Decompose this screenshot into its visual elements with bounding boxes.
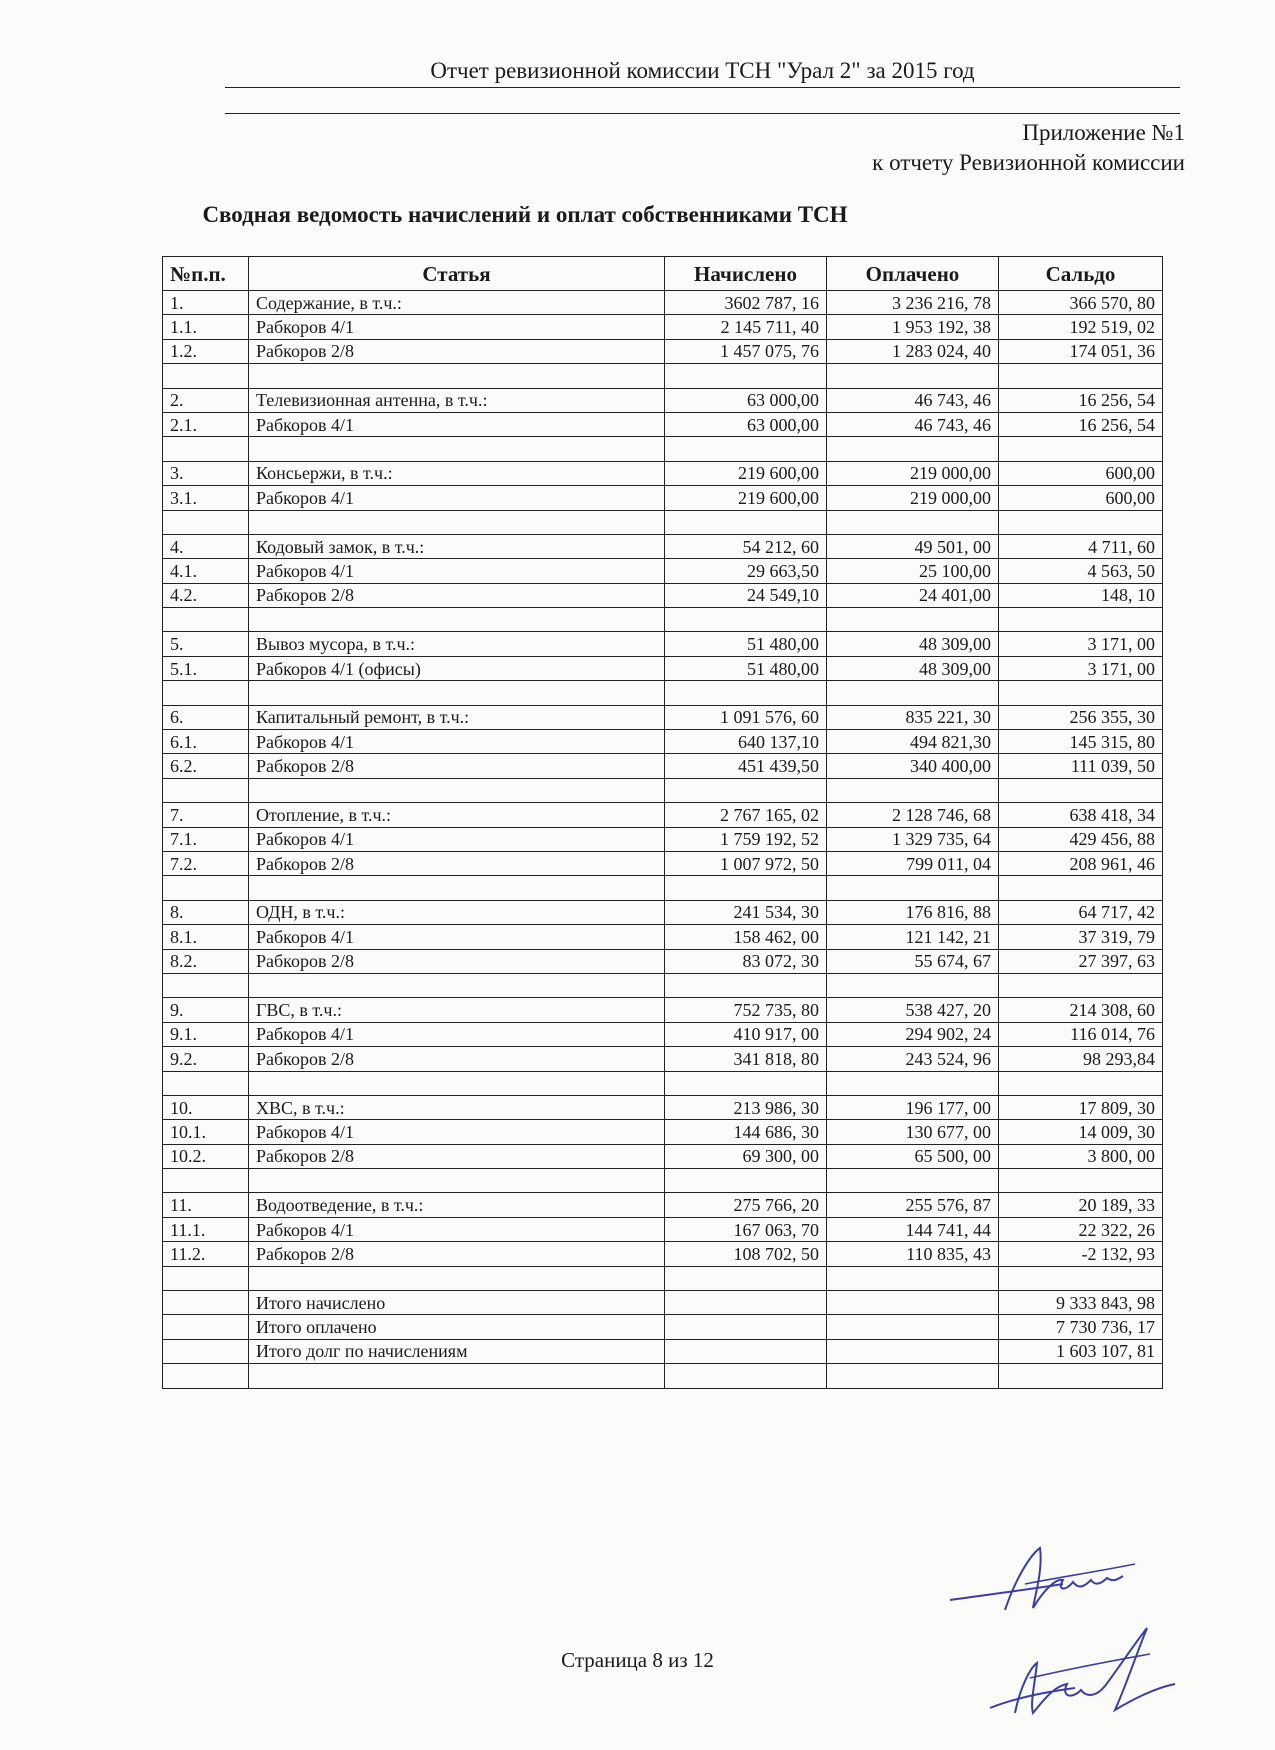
item-name: Рабкоров 4/1 — [249, 559, 665, 583]
item-name — [249, 1364, 665, 1388]
item-name: ХВС, в т.ч.: — [249, 1095, 665, 1119]
paid-amount: 24 401,00 — [827, 583, 999, 607]
row-number — [163, 1339, 249, 1363]
row-number: 9.2. — [163, 1047, 249, 1071]
table-row — [163, 1169, 1163, 1193]
balance-amount — [999, 364, 1163, 388]
paid-amount: 294 902, 24 — [827, 1022, 999, 1046]
table-row — [163, 1144, 1163, 1168]
balance-amount — [999, 437, 1163, 461]
table-row — [163, 998, 1163, 1022]
item-name: Телевизионная антенна, в т.ч.: — [249, 388, 665, 412]
balance-amount: 600,00 — [999, 461, 1163, 485]
table-row — [163, 876, 1163, 900]
charged-amount: 63 000,00 — [665, 412, 827, 436]
row-number: 9.1. — [163, 1022, 249, 1046]
table-row — [163, 803, 1163, 827]
balance-amount — [999, 608, 1163, 632]
table-row — [163, 925, 1163, 949]
row-number — [163, 1291, 249, 1315]
column-header-balance: Сальдо — [999, 257, 1163, 291]
row-number — [163, 510, 249, 534]
row-number — [163, 778, 249, 802]
table-row — [163, 730, 1163, 754]
paid-amount — [827, 608, 999, 632]
row-number: 7.2. — [163, 851, 249, 875]
charged-amount: 2 767 165, 02 — [665, 803, 827, 827]
balance-amount: 98 293,84 — [999, 1047, 1163, 1071]
table-row — [163, 656, 1163, 680]
row-number: 1.2. — [163, 339, 249, 363]
balance-amount: 7 730 736, 17 — [999, 1315, 1163, 1339]
item-name — [249, 364, 665, 388]
paid-amount: 3 236 216, 78 — [827, 291, 999, 315]
page-number-footer: Страница 8 из 12 — [561, 1648, 714, 1672]
paid-amount: 121 142, 21 — [827, 925, 999, 949]
paid-amount: 2 128 746, 68 — [827, 803, 999, 827]
balance-amount: 214 308, 60 — [999, 998, 1163, 1022]
item-name — [249, 1169, 665, 1193]
item-name: Рабкоров 2/8 — [249, 1144, 665, 1168]
table-row — [163, 1047, 1163, 1071]
charged-amount: 2 145 711, 40 — [665, 315, 827, 339]
balance-amount: 16 256, 54 — [999, 412, 1163, 436]
item-name: Рабкоров 2/8 — [249, 1047, 665, 1071]
item-name: Рабкоров 4/1 — [249, 1217, 665, 1241]
table-row — [163, 754, 1163, 778]
charged-amount: 219 600,00 — [665, 461, 827, 485]
row-number: 2. — [163, 388, 249, 412]
paid-amount: 65 500, 00 — [827, 1144, 999, 1168]
balance-amount: 4 563, 50 — [999, 559, 1163, 583]
balance-amount: 14 009, 30 — [999, 1120, 1163, 1144]
paid-amount: 243 524, 96 — [827, 1047, 999, 1071]
item-name: Рабкоров 4/1 — [249, 412, 665, 436]
row-number: 4.2. — [163, 583, 249, 607]
balance-amount: 17 809, 30 — [999, 1095, 1163, 1119]
paid-amount: 255 576, 87 — [827, 1193, 999, 1217]
table-row — [163, 364, 1163, 388]
row-number: 7. — [163, 803, 249, 827]
item-name: Рабкоров 4/1 — [249, 730, 665, 754]
item-name: Итого долг по начислениям — [249, 1339, 665, 1363]
charged-amount: 108 702, 50 — [665, 1242, 827, 1266]
item-name: Содержание, в т.ч.: — [249, 291, 665, 315]
row-number: 11.1. — [163, 1217, 249, 1241]
balance-amount: 3 800, 00 — [999, 1144, 1163, 1168]
balance-amount: 116 014, 76 — [999, 1022, 1163, 1046]
row-number — [163, 364, 249, 388]
appendix-line-2: к отчету Ревизионной комиссии — [872, 150, 1185, 175]
column-header-number: №п.п. — [163, 257, 249, 291]
charged-amount: 51 480,00 — [665, 632, 827, 656]
item-name: Рабкоров 4/1 — [249, 315, 665, 339]
charged-amount: 410 917, 00 — [665, 1022, 827, 1046]
charged-amount — [665, 1315, 827, 1339]
charged-amount — [665, 364, 827, 388]
table-row — [163, 1315, 1163, 1339]
paid-amount: 538 427, 20 — [827, 998, 999, 1022]
row-number — [163, 973, 249, 997]
column-header-item: Статья — [249, 257, 665, 291]
table-row — [163, 339, 1163, 363]
balance-amount — [999, 973, 1163, 997]
balance-amount: 64 717, 42 — [999, 900, 1163, 924]
row-number: 8.1. — [163, 925, 249, 949]
item-name: Рабкоров 4/1 (офисы) — [249, 656, 665, 680]
paid-amount — [827, 1291, 999, 1315]
row-number: 10.2. — [163, 1144, 249, 1168]
balance-amount: 22 322, 26 — [999, 1217, 1163, 1241]
item-name: Консьержи, в т.ч.: — [249, 461, 665, 485]
charged-amount: 1 007 972, 50 — [665, 851, 827, 875]
column-header-charged: Начислено — [665, 257, 827, 291]
paid-amount: 219 000,00 — [827, 461, 999, 485]
table-row — [163, 1193, 1163, 1217]
balance-amount: 9 333 843, 98 — [999, 1291, 1163, 1315]
item-name: Итого оплачено — [249, 1315, 665, 1339]
row-number — [163, 1364, 249, 1388]
row-number: 8.2. — [163, 949, 249, 973]
row-number: 7.1. — [163, 827, 249, 851]
row-number: 1.1. — [163, 315, 249, 339]
item-name: Итого начислено — [249, 1291, 665, 1315]
paid-amount: 48 309,00 — [827, 656, 999, 680]
balance-amount — [999, 1169, 1163, 1193]
row-number — [163, 681, 249, 705]
signature-1 — [945, 1540, 1145, 1620]
charged-amount: 213 986, 30 — [665, 1095, 827, 1119]
row-number: 3. — [163, 461, 249, 485]
row-number: 4.1. — [163, 559, 249, 583]
table-row — [163, 900, 1163, 924]
table-row — [163, 827, 1163, 851]
balance-amount: 4 711, 60 — [999, 534, 1163, 558]
table-row — [163, 1120, 1163, 1144]
paid-amount: 130 677, 00 — [827, 1120, 999, 1144]
balance-amount — [999, 510, 1163, 534]
paid-amount — [827, 876, 999, 900]
charged-amount: 83 072, 30 — [665, 949, 827, 973]
paid-amount — [827, 1071, 999, 1095]
table-row — [163, 315, 1163, 339]
header-rule-bottom — [225, 113, 1180, 114]
charged-amount: 63 000,00 — [665, 388, 827, 412]
row-number — [163, 876, 249, 900]
charged-amount: 1 091 576, 60 — [665, 705, 827, 729]
row-number — [163, 1315, 249, 1339]
row-number: 10. — [163, 1095, 249, 1119]
paid-amount: 494 821,30 — [827, 730, 999, 754]
charged-amount: 158 462, 00 — [665, 925, 827, 949]
table-row — [163, 1022, 1163, 1046]
row-number: 9. — [163, 998, 249, 1022]
paid-amount: 799 011, 04 — [827, 851, 999, 875]
charged-amount — [665, 608, 827, 632]
row-number: 11.2. — [163, 1242, 249, 1266]
paid-amount: 110 835, 43 — [827, 1242, 999, 1266]
row-number: 11. — [163, 1193, 249, 1217]
item-name: Рабкоров 2/8 — [249, 754, 665, 778]
paid-amount — [827, 778, 999, 802]
paid-amount — [827, 364, 999, 388]
row-number — [163, 1169, 249, 1193]
balance-amount: 600,00 — [999, 486, 1163, 510]
balance-amount: 638 418, 34 — [999, 803, 1163, 827]
table-row — [163, 412, 1163, 436]
row-number: 6.1. — [163, 730, 249, 754]
row-number: 10.1. — [163, 1120, 249, 1144]
row-number — [163, 437, 249, 461]
balance-amount: 3 171, 00 — [999, 656, 1163, 680]
item-name: Рабкоров 2/8 — [249, 949, 665, 973]
item-name: Рабкоров 4/1 — [249, 925, 665, 949]
row-number — [163, 1071, 249, 1095]
balance-amount — [999, 876, 1163, 900]
charged-amount — [665, 973, 827, 997]
item-name: ГВС, в т.ч.: — [249, 998, 665, 1022]
row-number: 5.1. — [163, 656, 249, 680]
row-number: 2.1. — [163, 412, 249, 436]
table-row — [163, 851, 1163, 875]
balance-amount: 192 519, 02 — [999, 315, 1163, 339]
balance-amount: 174 051, 36 — [999, 339, 1163, 363]
table-row — [163, 949, 1163, 973]
table-row — [163, 461, 1163, 485]
table-row — [163, 1291, 1163, 1315]
balance-amount: 366 570, 80 — [999, 291, 1163, 315]
table-header-row — [163, 257, 1163, 291]
balance-amount: 27 397, 63 — [999, 949, 1163, 973]
row-number — [163, 1266, 249, 1290]
item-name: Рабкоров 2/8 — [249, 1242, 665, 1266]
item-name — [249, 681, 665, 705]
charged-amount: 752 735, 80 — [665, 998, 827, 1022]
paid-amount — [827, 510, 999, 534]
balance-amount: 429 456, 88 — [999, 827, 1163, 851]
balance-amount — [999, 1364, 1163, 1388]
balance-amount — [999, 681, 1163, 705]
charged-amount — [665, 1339, 827, 1363]
charged-amount — [665, 510, 827, 534]
paid-amount — [827, 1266, 999, 1290]
row-number: 8. — [163, 900, 249, 924]
charged-amount: 275 766, 20 — [665, 1193, 827, 1217]
ledger-table — [162, 256, 1163, 1389]
paid-amount: 49 501, 00 — [827, 534, 999, 558]
paid-amount: 196 177, 00 — [827, 1095, 999, 1119]
charged-amount: 29 663,50 — [665, 559, 827, 583]
charged-amount: 144 686, 30 — [665, 1120, 827, 1144]
charged-amount: 167 063, 70 — [665, 1217, 827, 1241]
balance-amount: 148, 10 — [999, 583, 1163, 607]
row-number: 6. — [163, 705, 249, 729]
charged-amount — [665, 1291, 827, 1315]
charged-amount — [665, 876, 827, 900]
paid-amount: 1 953 192, 38 — [827, 315, 999, 339]
paid-amount — [827, 681, 999, 705]
paid-amount: 835 221, 30 — [827, 705, 999, 729]
item-name: ОДН, в т.ч.: — [249, 900, 665, 924]
item-name — [249, 973, 665, 997]
balance-amount: 3 171, 00 — [999, 632, 1163, 656]
table-row — [163, 608, 1163, 632]
paid-amount: 176 816, 88 — [827, 900, 999, 924]
paid-amount — [827, 1315, 999, 1339]
item-name — [249, 1266, 665, 1290]
paid-amount: 1 329 735, 64 — [827, 827, 999, 851]
balance-amount: -2 132, 93 — [999, 1242, 1163, 1266]
table-row — [163, 510, 1163, 534]
paid-amount — [827, 1364, 999, 1388]
header-rule-top — [225, 87, 1180, 88]
table-row — [163, 632, 1163, 656]
ledger-body — [163, 291, 1163, 1389]
document-title: Сводная ведомость начислений и оплат собственниками ТСН — [202, 202, 848, 227]
item-name: Рабкоров 4/1 — [249, 1120, 665, 1144]
charged-amount: 3602 787, 16 — [665, 291, 827, 315]
balance-amount — [999, 778, 1163, 802]
table-row — [163, 437, 1163, 461]
paid-amount — [827, 973, 999, 997]
charged-amount — [665, 1266, 827, 1290]
charged-amount — [665, 1169, 827, 1193]
table-row — [163, 1095, 1163, 1119]
balance-amount: 37 319, 79 — [999, 925, 1163, 949]
item-name: Рабкоров 2/8 — [249, 583, 665, 607]
balance-amount: 111 039, 50 — [999, 754, 1163, 778]
charged-amount: 451 439,50 — [665, 754, 827, 778]
balance-amount: 145 315, 80 — [999, 730, 1163, 754]
table-row — [163, 559, 1163, 583]
item-name — [249, 437, 665, 461]
charged-amount — [665, 437, 827, 461]
charged-amount: 241 534, 30 — [665, 900, 827, 924]
item-name: Кодовый замок, в т.ч.: — [249, 534, 665, 558]
charged-amount — [665, 1071, 827, 1095]
table-row — [163, 1364, 1163, 1388]
balance-amount: 256 355, 30 — [999, 705, 1163, 729]
table-row — [163, 1217, 1163, 1241]
paid-amount: 46 743, 46 — [827, 412, 999, 436]
table-row — [163, 778, 1163, 802]
balance-amount: 208 961, 46 — [999, 851, 1163, 875]
charged-amount: 1 457 075, 76 — [665, 339, 827, 363]
item-name — [249, 510, 665, 534]
appendix-note — [872, 118, 1185, 178]
table-row — [163, 1266, 1163, 1290]
paid-amount — [827, 1169, 999, 1193]
item-name: Рабкоров 2/8 — [249, 339, 665, 363]
appendix-line-1: Приложение №1 — [1022, 120, 1185, 145]
charged-amount: 1 759 192, 52 — [665, 827, 827, 851]
paid-amount — [827, 1339, 999, 1363]
charged-amount — [665, 778, 827, 802]
charged-amount: 640 137,10 — [665, 730, 827, 754]
paid-amount: 340 400,00 — [827, 754, 999, 778]
charged-amount: 24 549,10 — [665, 583, 827, 607]
item-name: Рабкоров 4/1 — [249, 827, 665, 851]
table-row — [163, 583, 1163, 607]
item-name: Рабкоров 4/1 — [249, 1022, 665, 1046]
charged-amount: 51 480,00 — [665, 656, 827, 680]
row-number: 1. — [163, 291, 249, 315]
table-row — [163, 1242, 1163, 1266]
balance-amount: 1 603 107, 81 — [999, 1339, 1163, 1363]
table-row — [163, 1339, 1163, 1363]
item-name: Рабкоров 2/8 — [249, 851, 665, 875]
table-row — [163, 705, 1163, 729]
table-row — [163, 534, 1163, 558]
paid-amount: 48 309,00 — [827, 632, 999, 656]
item-name: Вывоз мусора, в т.ч.: — [249, 632, 665, 656]
item-name — [249, 608, 665, 632]
charged-amount: 219 600,00 — [665, 486, 827, 510]
table-row — [163, 388, 1163, 412]
paid-amount: 25 100,00 — [827, 559, 999, 583]
table-row — [163, 291, 1163, 315]
paid-amount: 219 000,00 — [827, 486, 999, 510]
table-row — [163, 681, 1163, 705]
charged-amount: 54 212, 60 — [665, 534, 827, 558]
balance-amount: 16 256, 54 — [999, 388, 1163, 412]
charged-amount — [665, 681, 827, 705]
page-header-title: Отчет ревизионной комиссии ТСН "Урал 2" за 2015 год — [430, 58, 975, 83]
row-number — [163, 608, 249, 632]
column-header-paid: Оплачено — [827, 257, 999, 291]
item-name: Водоотведение, в т.ч.: — [249, 1193, 665, 1217]
paid-amount: 55 674, 67 — [827, 949, 999, 973]
item-name — [249, 876, 665, 900]
table-row — [163, 1071, 1163, 1095]
balance-amount — [999, 1071, 1163, 1095]
row-number: 5. — [163, 632, 249, 656]
balance-amount — [999, 1266, 1163, 1290]
row-number: 3.1. — [163, 486, 249, 510]
item-name — [249, 1071, 665, 1095]
item-name — [249, 778, 665, 802]
item-name: Рабкоров 4/1 — [249, 486, 665, 510]
item-name: Отопление, в т.ч.: — [249, 803, 665, 827]
paid-amount: 1 283 024, 40 — [827, 339, 999, 363]
paid-amount — [827, 437, 999, 461]
paid-amount: 46 743, 46 — [827, 388, 999, 412]
table-row — [163, 973, 1163, 997]
row-number: 4. — [163, 534, 249, 558]
row-number: 6.2. — [163, 754, 249, 778]
item-name: Капитальный ремонт, в т.ч.: — [249, 705, 665, 729]
charged-amount: 69 300, 00 — [665, 1144, 827, 1168]
charged-amount — [665, 1364, 827, 1388]
paid-amount: 144 741, 44 — [827, 1217, 999, 1241]
balance-amount: 20 189, 33 — [999, 1193, 1163, 1217]
table-row — [163, 486, 1163, 510]
charged-amount: 341 818, 80 — [665, 1047, 827, 1071]
